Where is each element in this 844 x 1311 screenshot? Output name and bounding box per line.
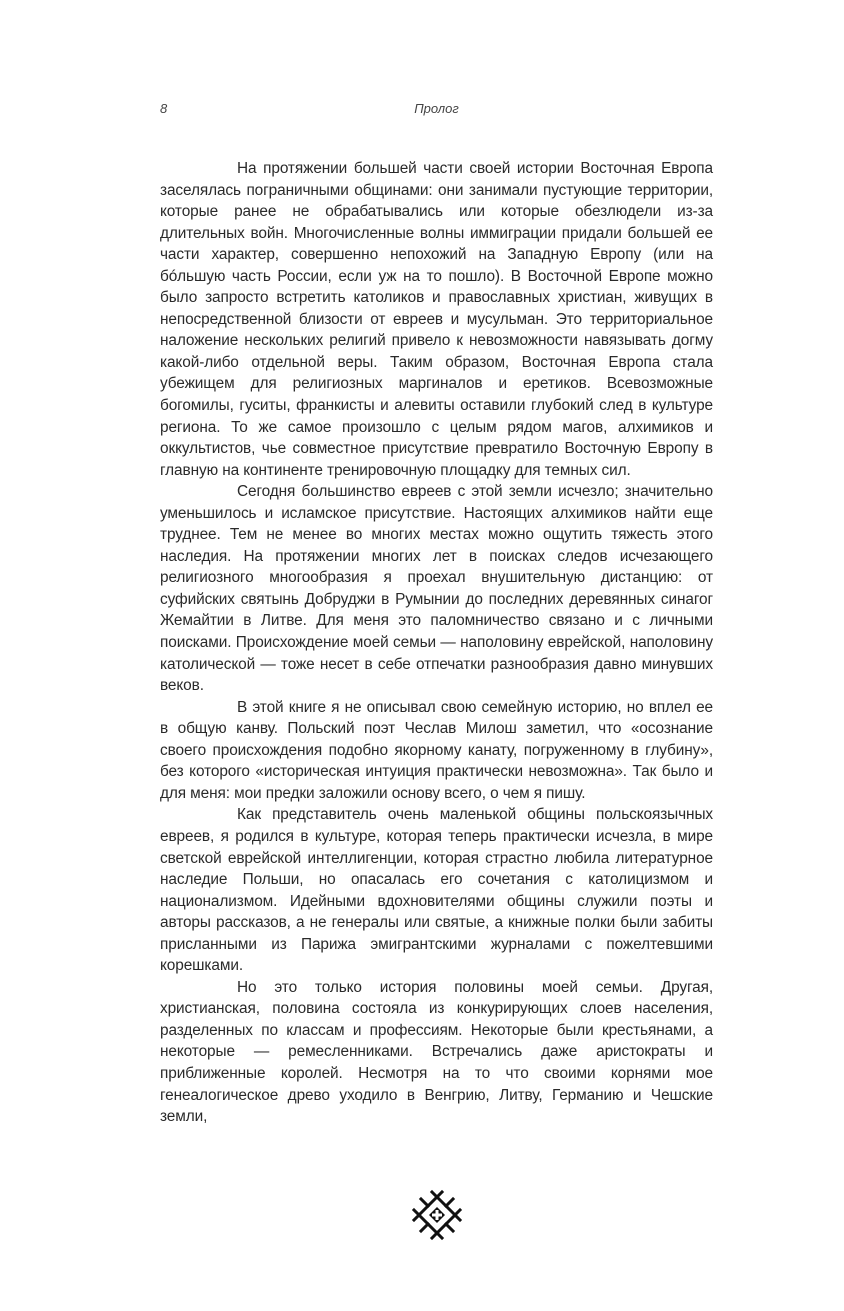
running-title: Пролог — [414, 101, 459, 116]
paragraph: Как представитель очень маленькой общины польскоязычных евреев, я родился в культуре, которая теперь практически исчезла, в мире светской еврейской интеллигенции, которая страстно любила литературное наследие Польши, но опасалась его сочетания с католицизмом и национализмом. Идейными вдохновителями общины служили поэты и авторы рассказов, а не генералы или святые, а книжные полки были забиты присланными из Парижа эмигрантскими журналами с пожелтевшими корешками. — [160, 806, 713, 975]
paragraph: На протяжении большей части своей истории Восточная Европа заселялась пограничными общинами: они занимали пустующие территории, которые ранее не обрабатывались или которые обезлюдели из-за длительных войн. Многочисленные волны иммиграции придали большей ее части характер, совершенно непохожий на Западную Европу (или на бóльшую часть России, если уж на то пошло). В Восточной Европе можно было запросто встретить католиков и православных христиан, живущих в непосредственной близости от евреев и мусульман. Это территориальное наложение нескольких религий привело к невозможности навязывать догму какой-либо отдельной веры. Таким образом, Восточная Европа стала убежищем для религиозных маргиналов и еретиков. Всевозможные богомилы, гуситы, франкисты и алевиты оставили глубокий след в культуре региона. То же самое произошло с целым рядом магов, алхимиков и оккультистов, чье совместное присутствие превратило Восточную Европу в главную на континенте тренировочную площадку для темных сил. — [160, 160, 713, 479]
page-number: 8 — [160, 101, 168, 116]
paragraph: Сегодня большинство евреев с этой земли исчезло; значительно уменьшилось и исламское присутствие. Настоящих алхимиков найти еще труднее. Тем не менее во многих местах можно ощутить тяжесть этого наследия. На протяжении многих лет в поисках следов исчезающего религиозного многообразия я проехал внушительную дистанцию: от суфийских святынь Добруджи в Румынии до последних деревянных синагог Жемайтии в Литве. Для меня это паломничество связано и с личными поисками. Происхождение моей семьи — наполовину еврейской, наполовину католической — тоже несет в себе отпечатки разнообразия давно минувших веков. — [160, 483, 713, 695]
knot-ornament-icon — [410, 1188, 464, 1242]
page-header — [160, 101, 713, 121]
paragraph: Но это только история половины моей семьи. Другая, христианская, половина состояла из конкурирующих слоев населения, разделенных по классам и профессиям. Некоторые были крестьянами, а некоторые — ремесленниками. Встречались даже аристократы и приближенные королей. Несмотря на то что своими корнями мое генеалогическое древо уходило в Венгрию, Литву, Германию и Чешские земли, — [160, 978, 713, 1126]
body-text — [160, 158, 713, 1128]
paragraph: В этой книге я не описывал свою семейную историю, но вплел ее в общую канву. Польский поэт Чеслав Милош заметил, что «осознание своего происхождения подобно якорному канату, погруженному в глубину», без которого «историческая интуиция практически невозможна». Так было и для меня: мои предки заложили основу всего, о чем я пишу. — [160, 698, 713, 802]
